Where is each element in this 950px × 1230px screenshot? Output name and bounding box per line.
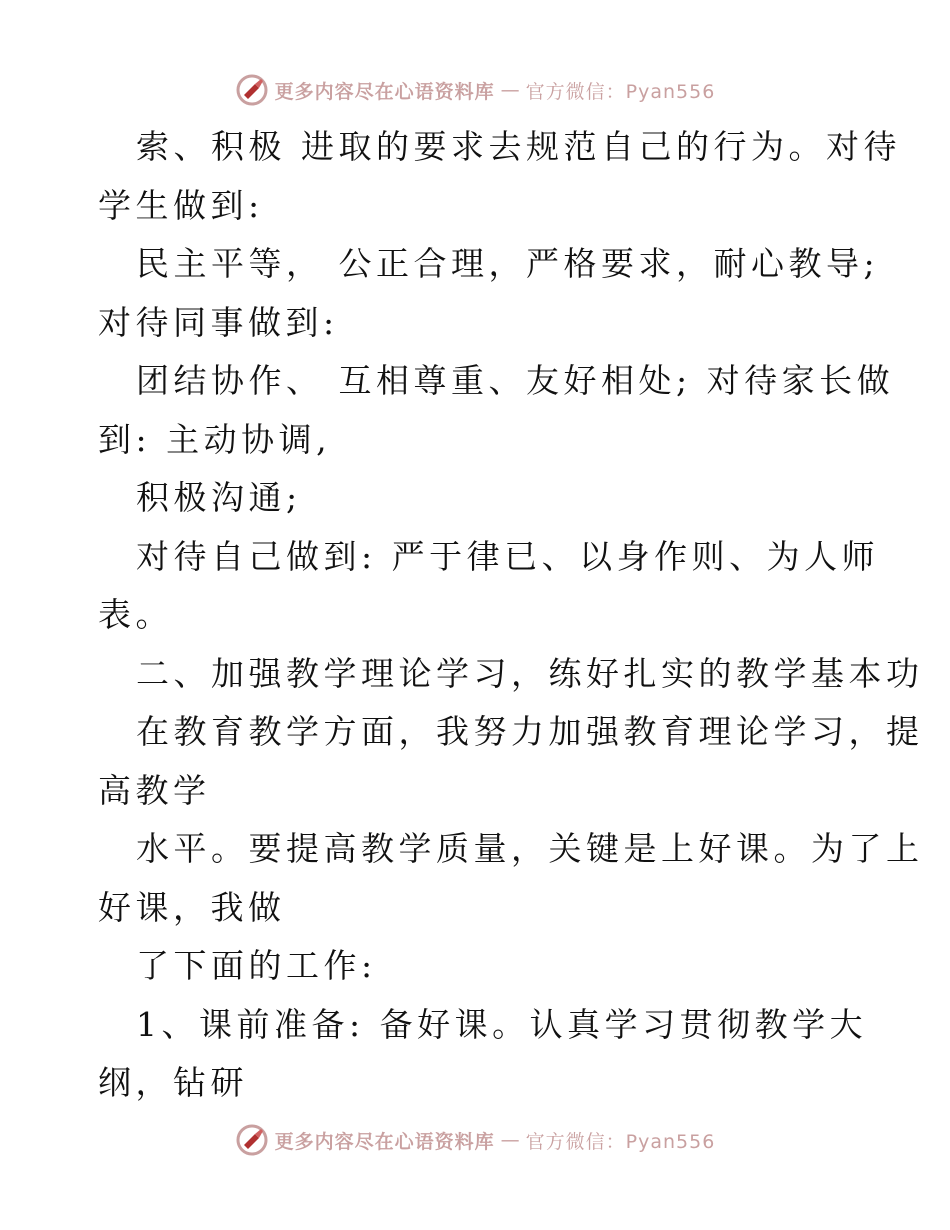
watermark-contact: 官方微信：Pyan556	[525, 1130, 716, 1153]
header-watermark	[0, 70, 950, 110]
text-line: 好课，我做	[98, 887, 286, 927]
footer-watermark	[0, 1120, 950, 1160]
logo-icon	[235, 73, 269, 107]
text-line: 索、积极 进取的要求去规范自己的行为。对待	[136, 127, 901, 166]
section-heading: 二、加强教学理论学习，练好扎实的教学基本功	[136, 653, 924, 693]
watermark-title: 更多内容尽在心语资料库	[274, 1130, 495, 1153]
text-line: 积极沟通;	[136, 478, 302, 517]
document-body	[98, 118, 924, 1113]
text-line: 到: 主动协调,	[98, 419, 332, 459]
watermark-title: 更多内容尽在心语资料库	[274, 80, 495, 103]
text-line: 民主平等， 公正合理，严格要求，耐心教导;	[136, 244, 880, 283]
watermark-separator: —	[500, 1129, 520, 1151]
watermark-contact: 官方微信：Pyan556	[525, 80, 716, 103]
text-line: 了下面的工作:	[136, 946, 377, 985]
text-line: 1、课前准备: 备好课。认真学习贯彻教学大	[136, 1004, 868, 1044]
text-line: 团结协作、 互相尊重、友好相处; 对待家长做	[136, 361, 895, 400]
logo-icon	[235, 1123, 269, 1157]
text-line: 高教学	[98, 770, 211, 810]
text-line: 学生做到:	[98, 185, 264, 225]
text-line: 纲，钻研	[98, 1063, 248, 1102]
text-line: 在教育教学方面，我努力加强教育理论学习，提	[136, 712, 924, 751]
text-line: 表。	[98, 595, 173, 634]
watermark-separator: —	[500, 79, 520, 101]
text-line: 对待同事做到:	[98, 302, 339, 342]
text-line: 水平。要提高教学质量，关键是上好课。为了上	[136, 829, 924, 868]
text-line: 对待自己做到: 严于律已、以身作则、为人师	[136, 536, 880, 576]
